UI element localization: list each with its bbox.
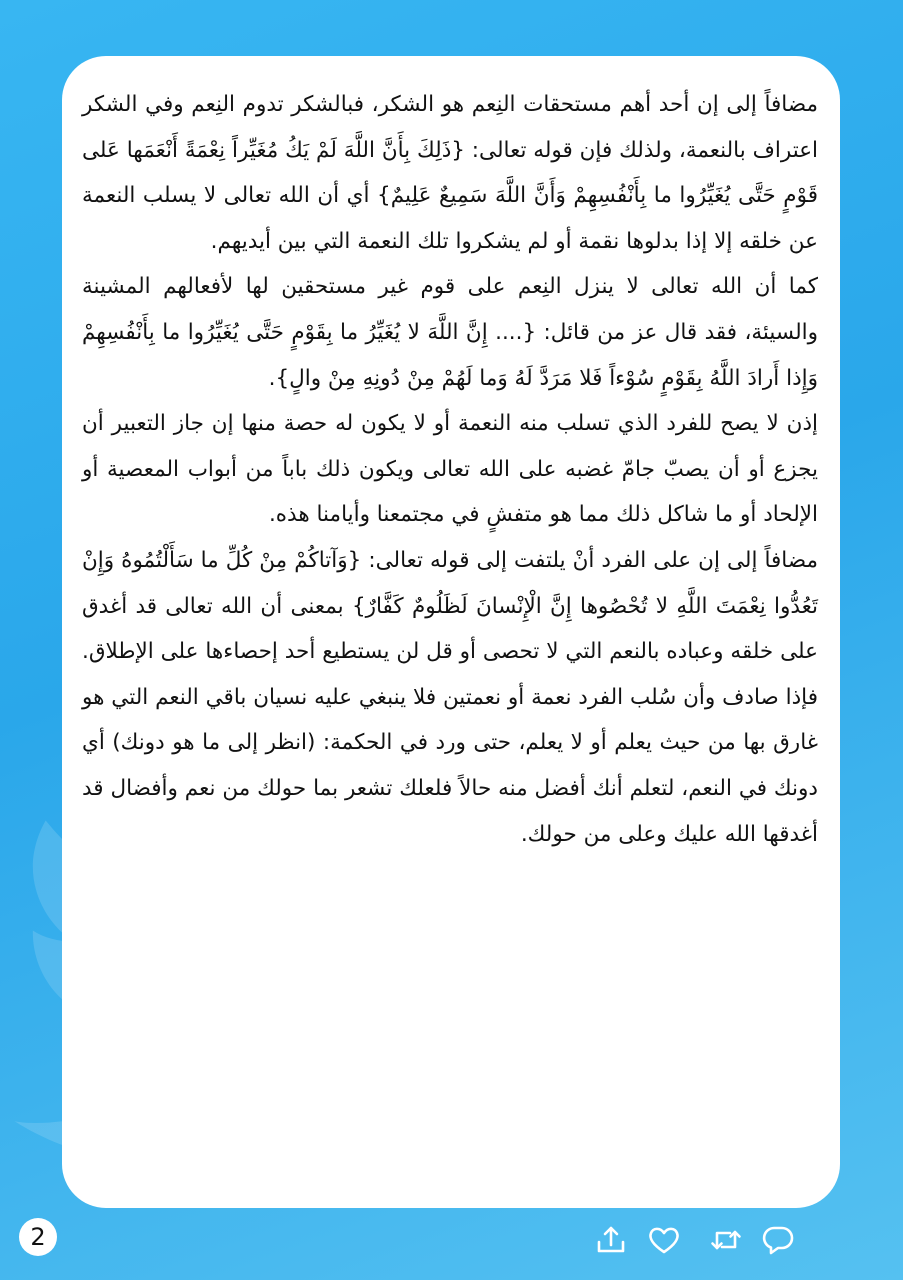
reply-button[interactable] — [760, 1222, 796, 1258]
retweet-button[interactable] — [708, 1222, 744, 1258]
paragraph-3: إذن لا يصح للفرد الذي تسلب منه النعمة أو لا يكون له حصة منها إن جاز التعبير أن يجزع أو أن يصبّ جامّ غضبه على الله تعالى ويكون ذلك باباً من أبواب المعصية أو الإلحاد أو ما شاكل ذلك مما هو متفشٍ في مجتمعنا وأيامنا هذه. — [82, 411, 818, 528]
paragraph-4: مضافاً إلى إن على الفرد أنْ يلتفت إلى قوله تعالى: {وَآتاكُمْ مِنْ كُلِّ ما سَأَلْتُمُوهُ وَإِنْ تَعُدُّوا نِعْمَتَ اللَّهِ لا تُحْصُوها إِنَّ الْإِنْسانَ لَظَلُومٌ كَفَّارٌ} بمعنى أن الله تعالى قد أغدق على خلقه وعباده بالنعم التي لا تحصى أو قل لن يستطيع أحد إحصاءها على الإطلاق. فإذا صادف وأن سُلب الفرد نعمة أو نعمتين فلا ينبغي عليه نسيان باقي النعم التي هو غارق بها من حيث يعلم أو لا يعلم، حتى ورد في الحكمة: (انظر إلى ما هو دونك) أي دونك في النعم، لتعلم أنك أفضل منه حالاً فلعلك تشعر بما حولك من نعم وأفضال قد أغدقها الله عليك وعلى من حولك. — [82, 547, 818, 847]
retweet-icon — [708, 1222, 744, 1258]
reply-icon — [760, 1222, 796, 1258]
page-number-badge: 2 — [19, 1218, 57, 1256]
paragraph-1: مضافاً إلى إن أحد أهم مستحقات النِعم هو الشكر، فبالشكر تدوم النِعم وفي الشكر اعتراف بالنعمة، ولذلك فإن قوله تعالى: {ذَلِكَ بِأَنَّ اللَّهَ لَمْ يَكُ مُغَيِّراً نِعْمَةً أَنْعَمَها عَلى قَوْمٍ حَتَّى يُغَيِّرُوا ما بِأَنْفُسِهِمْ وَأَنَّ اللَّهَ سَمِيعٌ عَلِيمٌ} أي أن الله تعالى لا يسلب النعمة عن خلقه إلا إذا بدلوها نقمة أو لم يشكروا تلك النعمة التي بين أيديهم. — [82, 92, 818, 254]
article-text — [82, 82, 818, 857]
share-icon — [593, 1222, 629, 1258]
paragraph-2: كما أن الله تعالى لا ينزل النِعم على قوم غير مستحقين لها لأفعالهم المشينة والسيئة، فقد قال عز من قائل: {.... إِنَّ اللَّهَ لا يُغَيِّرُ ما بِقَوْمٍ حَتَّى يُغَيِّرُوا ما بِأَنْفُسِهِمْ وَإِذا أَرادَ اللَّهُ بِقَوْمٍ سُوْءاً فَلا مَرَدَّ لَهُ وَما لَهُمْ مِنْ دُونِهِ مِنْ والٍ}. — [82, 274, 818, 391]
like-button[interactable] — [646, 1222, 682, 1258]
share-button[interactable] — [593, 1222, 629, 1258]
content-card — [62, 56, 840, 1208]
heart-icon — [646, 1222, 682, 1258]
